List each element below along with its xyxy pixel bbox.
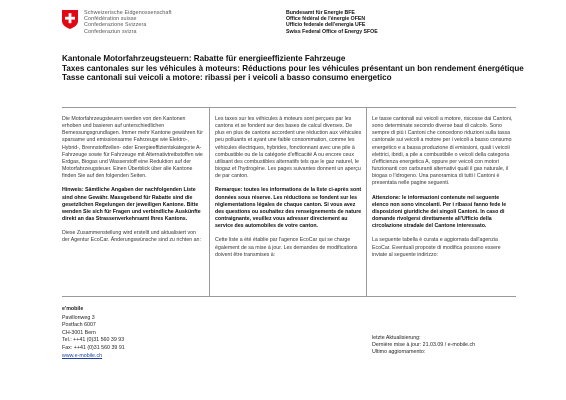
italian-intro: Le tasse cantonali sui veicoli a motore, riscosse dai Cantoni, sono determinate secondo diverse basi di calcolo. Sono sempre di più i Cantoni che concedono riduzioni sulla tassa cantonale sui veicoli a motore per i veicoli a basso consumo energetico e a bassa produzione di emissioni, quali i veicoli elettrici, ibridi, a pile a combustibile o veicoli della categoria d'efficienza energetica A, oppure per veicoli con motori funzionanti con carburanti alternativi quali il gas naturale, il biogas o l'idrogeno. Una panoramica di tutti i Cantoni è presentata nelle pagine seguenti.: [372, 116, 513, 187]
french-intro: Les taxes sur les véhicules à moteurs sont perçues par les cantons et se fondent sur des bases de calcul diverses. De plus en plus de cantons accordent une réduction aux véhicules peu polluants et ayant une faible consommation, comme les véhicules électriques, hybrides, fonctionnant avec une pile à combustible ou de la catégorie d'efficacité A ou encore ceux utilisant des combustibles alternatifs tels que le gaz naturel, le biogaz et l'hydrogène. Les pages suivantes donnent un aperçu de par canton.: [215, 116, 362, 180]
address-city: CH-3001 Bern: [62, 329, 96, 336]
confederation-names: [84, 10, 172, 35]
confederation-it: Confederazione Svizzera: [84, 22, 147, 29]
update-fr: Dernière mise à jour: 21.03.09 / e-mobile.ch: [372, 342, 476, 349]
column-italian: [372, 116, 516, 266]
column-french: [215, 116, 362, 266]
confederation-rm: Confederaziun svizra: [84, 28, 137, 35]
column-divider-2: [366, 107, 367, 296]
german-compiled: Diese Zusammenstellung wird erstellt und aktualisiert von der Agentur EcoCar. Änderungswünsche sind zu richten an:: [62, 230, 201, 244]
german-note: Hinweis: Sämtliche Angaben der nachfolgenden Liste sind ohne Gewähr. Massgebend für Rabatte sind die gesetzlichen Regelungen der jeweiligen Kantone. Bitte wenden Sie sich für Fragen und verbindliche Auskünfte direkt an das Strassenverkehrsamt Ihres Kantons.: [62, 187, 201, 223]
address-tel: Tel.: ++41 (0)31 560 39 93: [62, 337, 125, 344]
last-update: [372, 335, 475, 357]
website-link[interactable]: www.e-mobile.ch: [62, 352, 103, 359]
update-de: letzte Aktualisierung:: [372, 335, 421, 341]
address-fax: Fax: ++41 (0)31 560 39 91: [62, 344, 125, 351]
address-street: Pavillonweg 3: [62, 314, 95, 321]
address-box: Postfach 6007: [62, 322, 96, 329]
office-de: Bundesamt für Energie BFE: [286, 10, 355, 16]
bottom-divider: [62, 296, 516, 297]
office-en: Swiss Federal Office of Energy SFOE: [286, 28, 378, 35]
swiss-flag-icon: [62, 10, 78, 29]
confederation-fr: Confédération suisse: [84, 16, 137, 23]
update-it: Ultimo aggiornamento:: [372, 349, 426, 356]
address-org: e'mobile: [62, 306, 84, 312]
title-it: Tasse cantonali sui veicoli a motore: ribassi per i veicoli a basso consumo energetico: [62, 73, 392, 83]
title-fr: Taxes cantonales sur les véhicules à moteurs: Réductions pour les véhicules présentant un bon rendement énergétique: [62, 63, 524, 73]
title-de: Kantonale Motorfahrzeugsteuern: Rabatte für energieeffiziente Fahrzeuge: [62, 54, 346, 63]
french-compiled: Cette liste a été établie par l'agence EcoCar qui se charge également de sa mise à jour. Les demandes de modifications doivent être transmises à:: [215, 237, 358, 258]
german-intro: Die Motorfahrzeugsteuern werden von den Kantonen erhoben und basieren auf unterschiedlichen Bemessungsgrundlagen. Immer mehr Kantone gewähren für sparsame und emissionsarme Fahrzeuge wie Elektro-, Hybrid-, Brennstoffzellen- oder Energieeffizientskategorie A-Fahrzeuge sowie für Fahrzeuge mit Alternativtreibstoffen wie Erdgas, Biogas und Wasserstoff eine Reduktion auf der Motorfahrzeugsteuer. Einen Überblick über alle Kantone finden Sie auf den folgenden Seiten.: [62, 116, 203, 180]
column-german: [62, 116, 204, 252]
column-divider-1: [209, 107, 210, 296]
french-note: Remarque: toutes les informations de la liste ci-après sont données sous réserve. Les réductions se fondent sur les réglementations légales de chaque canton. Si vous avez des questions ou souhaitez des renseignements de nature contraignante, veuillez vous adresser directement au service des automobiles de votre canton.: [215, 187, 362, 230]
document-titles: [62, 54, 552, 83]
italian-compiled: La seguente tabella è curata e aggiornata dall'agenzia EcoCar. Eventuali proposte di modifica possono essere inviate al seguente indirizzo:: [372, 237, 501, 258]
contact-address: [62, 306, 125, 360]
confederation-de: Schweizerische Eidgenossenschaft: [84, 10, 172, 16]
office-names: [286, 10, 378, 35]
office-it: Ufficio federale dell'energia UFE: [286, 22, 366, 29]
office-fr: Office fédéral de l'énergie OFEN: [286, 16, 366, 23]
top-divider: [62, 107, 516, 108]
italian-note: Attenzione: le informazioni contenute nel seguente elenco non sono vincolanti. Per i ribassi fanno fede le disposizioni giuridiche dei singoli Cantoni. In caso di domande rivolgersi direttamente all'Ufficio della circolazione stradale del Cantone interessato.: [372, 194, 507, 230]
